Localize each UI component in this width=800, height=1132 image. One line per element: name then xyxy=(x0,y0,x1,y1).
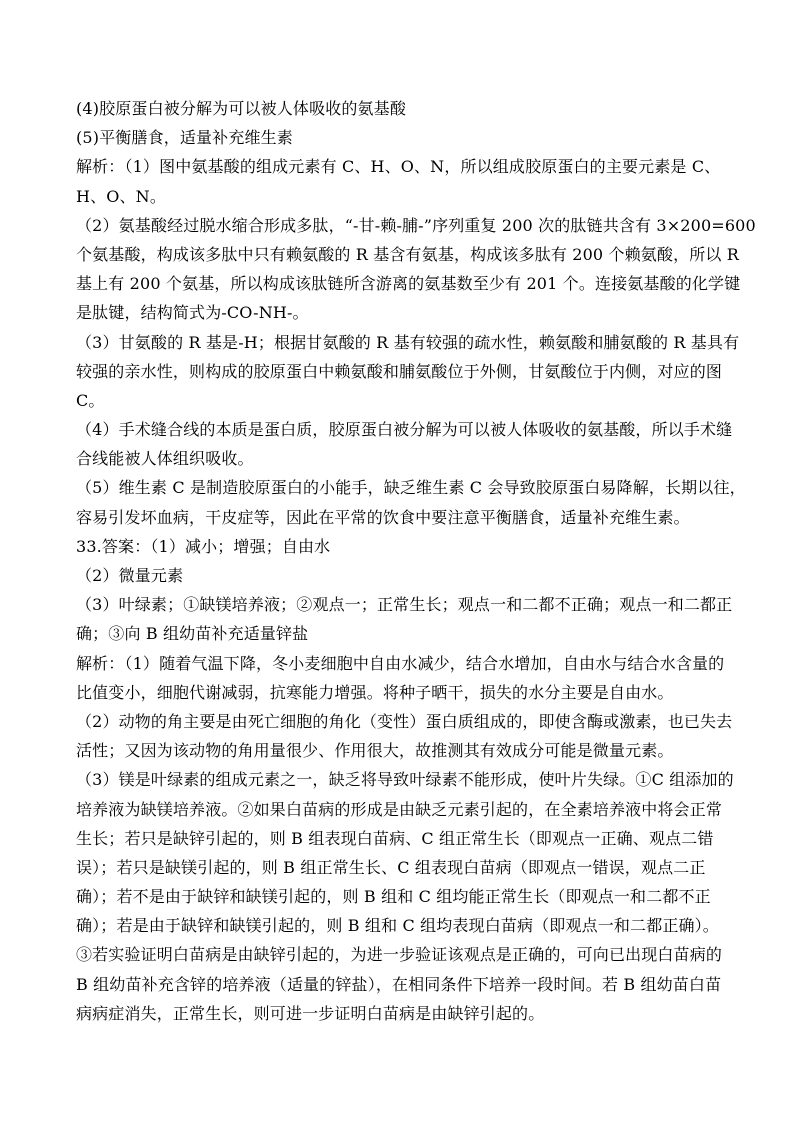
text-line: （2）微量元素 xyxy=(76,566,184,585)
text-line: 误）；若只是缺镁引起的，则 B 组正常生长、C 组表现白苗病（即观点一错误，观点二正 xyxy=(76,857,706,877)
text-line: （2）氨基酸经过脱水缩合形成多肽，“-甘-赖-脯-”序列重复 200 次的肽链共含有 3×200=600 xyxy=(76,215,756,235)
text-line: 活性；又因为该动物的角用量很少、作用很大，故推测其有效成分可能是微量元素。 xyxy=(76,741,674,761)
text-line: C。 xyxy=(76,390,105,410)
text-line: （4）手术缝合线的本质是蛋白质，胶原蛋白被分解为可以被人体吸收的氨基酸，所以手术缝 xyxy=(76,420,733,440)
text-line: 个氨基酸，构成该多肽中只有赖氨酸的 R 基含有氨基，构成该多肽有 200 个赖氨酸，所以 R xyxy=(76,244,739,264)
text-line: 较强的亲水性，则构成的胶原蛋白中赖氨酸和脯氨酸位于外侧，甘氨酸位于内侧，对应的图 xyxy=(76,361,723,381)
text-line: 是肽键，结构简式为-CO-NH-。 xyxy=(76,303,309,323)
text-line: （2）动物的角主要是由死亡细胞的角化（变性）蛋白质组成的，即使含酶或激素，也已失去 xyxy=(76,711,733,731)
document-body xyxy=(76,94,756,1028)
text-line: 确；③向 B 组幼苗补充适量锌盐 xyxy=(76,624,309,644)
text-line: (5)平衡膳食，适量补充维生素 xyxy=(76,128,293,148)
text-line: 33.答案：（1）减小；增强；自由水 xyxy=(76,536,331,556)
text-line: 病病症消失，正常生长，则可进一步证明白苗病是由缺锌引起的。 xyxy=(76,1003,545,1023)
text-line: 确）；若不是由于缺锌和缺镁引起的，则 B 组和 C 组均能正常生长（即观点一和二都不正 xyxy=(76,887,711,907)
text-line: 确）；若是由于缺锌和缺镁引起的，则 B 组和 C 组均表现白苗病（即观点一和二都正确）。 xyxy=(76,916,719,936)
text-line: B 组幼苗补充含锌的培养液（适量的锌盐），在相同条件下培养一段时间。若 B 组幼苗白苗 xyxy=(76,974,722,994)
text-line: 基上有 200 个氨基，所以构成该肽链所含游离的氨基数至少有 201 个。连接氨基酸的化学键 xyxy=(76,274,741,294)
text-line: 合线能被人体组织吸收。 xyxy=(76,449,254,469)
text-line: H、O、N。 xyxy=(76,186,166,206)
text-line: ③若实验证明白苗病是由缺锌引起的，为进一步验证该观点是正确的，可向已出现白苗病的 xyxy=(76,945,723,965)
text-line: 容易引发坏血病，干皮症等，因此在平常的饮食中要注意平衡膳食，适量补充维生素。 xyxy=(76,507,690,527)
text-line: (4)胶原蛋白被分解为可以被人体吸收的氨基酸 xyxy=(76,99,406,118)
text-line: 解析：（1）随着气温下降，冬小麦细胞中自由水减少，结合水增加，自由水与结合水含量的 xyxy=(76,653,725,673)
text-line: 解析：（1）图中氨基酸的组成元素有 C、H、O、N，所以组成胶原蛋白的主要元素是 C、 xyxy=(76,157,721,177)
text-line: （5）维生素 C 是制造胶原蛋白的小能手，缺乏维生素 C 会导致胶原蛋白易降解，长期以往， xyxy=(76,478,746,498)
text-line: （3）叶绿素；①缺镁培养液；②观点一；正常生长；观点一和二都不正确；观点一和二都正 xyxy=(76,595,733,615)
text-line: 生长；若只是缺锌引起的，则 B 组表现白苗病、C 组正常生长（即观点一正确、观点二错 xyxy=(76,828,714,848)
text-line: （3）甘氨酸的 R 基是-H；根据甘氨酸的 R 基有较强的疏水性，赖氨酸和脯氨酸的 R 基具有 xyxy=(76,332,740,352)
text-line: 培养液为缺镁培养液。②如果白苗病的形成是由缺乏元素引起的，在全素培养液中将会正常 xyxy=(76,799,723,819)
text-line: （3）镁是叶绿素的组成元素之一，缺乏将导致叶绿素不能形成，使叶片失绿。①C 组添加的 xyxy=(76,770,734,790)
text-line: 比值变小，细胞代谢减弱，抗寒能力增强。将种子晒干，损失的水分主要是自由水。 xyxy=(76,682,674,702)
